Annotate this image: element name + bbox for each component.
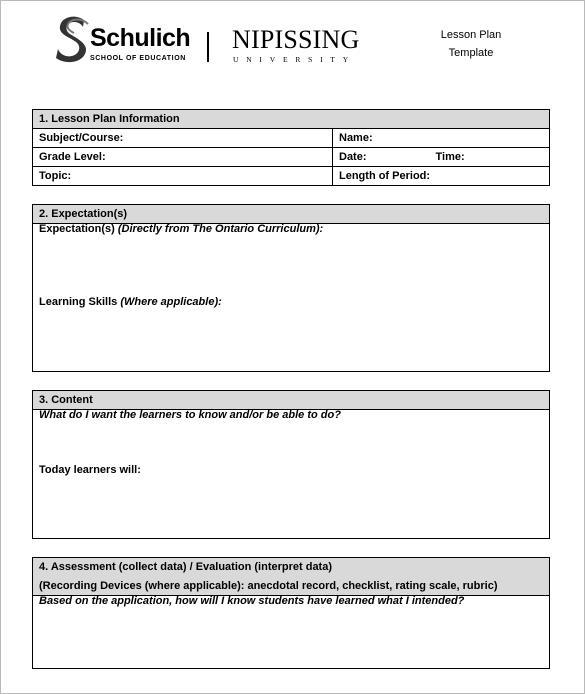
expectations-note: (Directly from The Ontario Curriculum):	[117, 223, 324, 235]
assessment-heading-line1: 4. Assessment (collect data) / Evaluation (interpret data)	[39, 561, 333, 573]
learning-skills-prompt[interactable]	[39, 296, 222, 308]
expectations-prompt[interactable]	[39, 223, 323, 235]
nipissing-subtitle: UNIVERSITY	[233, 55, 356, 64]
table-row	[33, 148, 549, 167]
content-heading: 3. Content	[33, 391, 549, 410]
expectations-label: Expectation(s)	[39, 223, 115, 235]
template-title-line2: Template	[448, 47, 494, 59]
template-title	[430, 26, 512, 62]
schulich-s-logo-icon	[54, 14, 94, 64]
today-learners-prompt[interactable]: Today learners will:	[39, 464, 141, 476]
time-label: Time:	[435, 151, 465, 163]
name-label: Name:	[339, 132, 373, 144]
topic-field[interactable]: Topic:	[33, 167, 333, 185]
lesson-info-heading: 1. Lesson Plan Information	[33, 110, 549, 129]
assessment-heading	[33, 558, 549, 596]
learning-skills-note: (Where applicable):	[120, 296, 222, 308]
lesson-info-section	[32, 109, 550, 186]
schulich-wordmark: Schulich	[90, 24, 191, 52]
logo-divider	[207, 32, 209, 62]
assessment-section	[32, 557, 550, 669]
expectations-section	[32, 204, 550, 372]
template-title-line1: Lesson Plan	[440, 29, 502, 41]
assessment-question[interactable]: Based on the application, how will I know students have learned what I intended?	[39, 595, 465, 607]
assessment-heading-line2: (Recording Devices (where applicable): anecdotal record, checklist, rating scale, rubric)	[39, 580, 498, 592]
length-field[interactable]	[333, 167, 549, 185]
table-row	[33, 129, 549, 148]
date-time-field[interactable]	[333, 148, 549, 166]
length-label: Length of Period:	[339, 170, 431, 182]
content-section	[32, 390, 550, 539]
name-field[interactable]	[333, 129, 549, 147]
table-row	[33, 167, 549, 185]
expectations-heading: 2. Expectation(s)	[33, 205, 549, 224]
grade-field[interactable]: Grade Level:	[33, 148, 333, 166]
content-question[interactable]: What do I want the learners to know and/or be able to do?	[39, 409, 341, 421]
date-label: Date:	[339, 151, 367, 163]
learning-skills-label: Learning Skills	[39, 296, 118, 308]
subject-field[interactable]: Subject/Course:	[33, 129, 333, 147]
schulich-subtitle: SCHOOL OF EDUCATION	[90, 55, 186, 62]
nipissing-wordmark: NIPISSING	[232, 25, 360, 54]
